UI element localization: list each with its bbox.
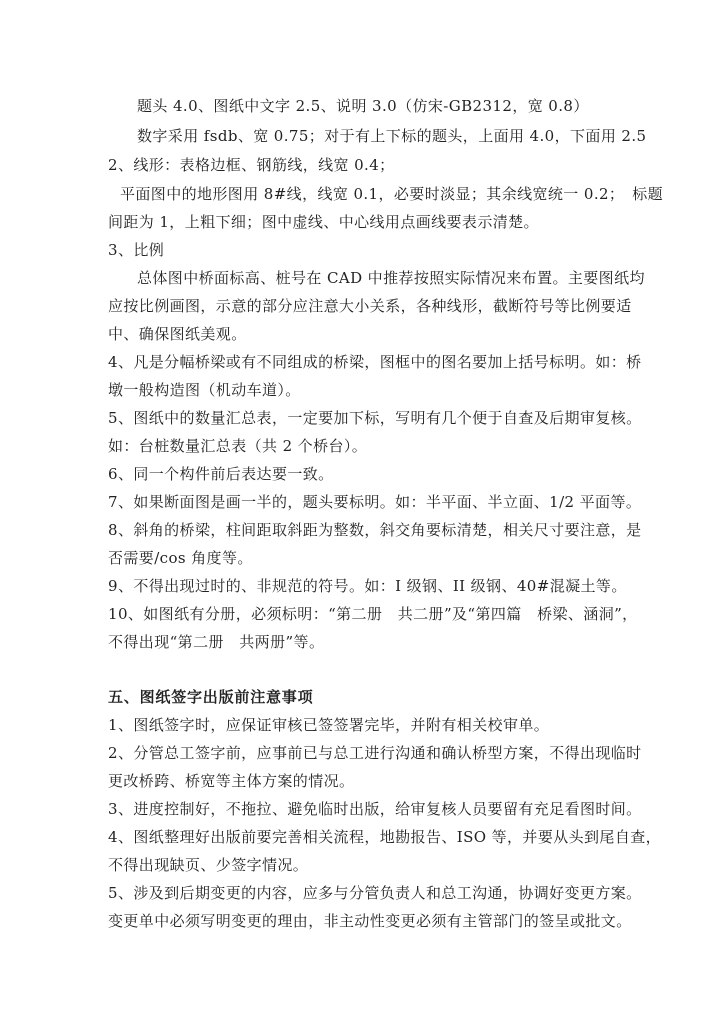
text-line: 2、线形：表格边框、钢筋线，线宽 0.4；: [108, 156, 395, 174]
text-line: 6、同一个构件前后表达要一致。: [108, 465, 334, 483]
text-line: 题头 4.0、图纸中文字 2.5、说明 3.0（仿宋-GB2312，宽 0.8）: [137, 97, 589, 115]
text-line: 中、确保图纸美观。: [108, 325, 247, 343]
text-line: 5、图纸中的数量汇总表，一定要加下标，写明有几个便于自查及后期审复核。: [108, 409, 642, 427]
text-line: 平面图中的地形图用 8#线，线宽 0.1，必要时淡显；其余线宽统一 0.2； 标题: [120, 185, 664, 203]
text-line: 否需要/cos 角度等。: [108, 549, 253, 567]
text-line: 更改桥跨、桥宽等主体方案的情况。: [108, 772, 355, 790]
text-line: 7、如果断面图是画一半的，题头要标明。如：半平面、半立面、1/2 平面等。: [108, 493, 642, 511]
text-line: 8、斜角的桥梁，柱间距取斜距为整数，斜交角要标清楚，相关尺寸要注意，是: [108, 521, 642, 539]
text-line: 墩一般构造图（机动车道）。: [108, 381, 301, 399]
text-line: 应按比例画图，示意的部分应注意大小关系，各种线形，截断符号等比例要适: [108, 297, 632, 315]
text-line: 不得出现“第二册 共两册”等。: [108, 633, 325, 651]
text-line: 1、图纸签字时，应保证审核已签签署完毕，并附有相关校审单。: [108, 716, 550, 734]
text-line: 变更单中必须写明变更的理由，非主动性变更必须有主管部门的签呈或批文。: [108, 912, 632, 930]
text-line: 间距为 1，上粗下细；图中虚线、中心线用点画线要表示清楚。: [108, 213, 539, 231]
text-line: 4、图纸整理好出版前要完善相关流程，地勘报告、ISO 等，并要从头到尾自查，: [108, 828, 662, 846]
text-line: 2、分管总工签字前，应事前已与总工进行沟通和确认桥型方案，不得出现临时: [108, 744, 642, 762]
text-line: 3、比例: [108, 241, 165, 259]
section-heading: 五、图纸签字出版前注意事项: [108, 688, 314, 706]
text-line: 5、涉及到后期变更的内容，应多与分管负责人和总工沟通，协调好变更方案。: [108, 884, 642, 902]
text-line: 如：台桩数量汇总表（共 2 个桥台）。: [108, 437, 368, 455]
text-line: 9、不得出现过时的、非规范的符号。如：I 级钢、II 级钢、40#混凝土等。: [108, 577, 627, 595]
text-line: 10、如图纸有分册，必须标明：“第二册 共二册”及“第四篇 桥梁、涵洞”，: [108, 605, 638, 623]
text-line: 3、进度控制好，不拖拉、避免临时出版，给审复核人员要留有充足看图时间。: [108, 800, 642, 818]
text-line: 不得出现缺页、少签字情况。: [108, 856, 309, 874]
text-line: 4、凡是分幅桥梁或有不同组成的桥梁，图框中的图名要加上括号标明。如：桥: [108, 353, 642, 371]
text-line: 数字采用 fsdb、宽 0.75；对于有上下标的题头，上面用 4.0，下面用 2.5: [137, 127, 647, 145]
text-line: 总体图中桥面标高、桩号在 CAD 中推荐按照实际情况来布置。主要图纸均: [137, 269, 645, 287]
